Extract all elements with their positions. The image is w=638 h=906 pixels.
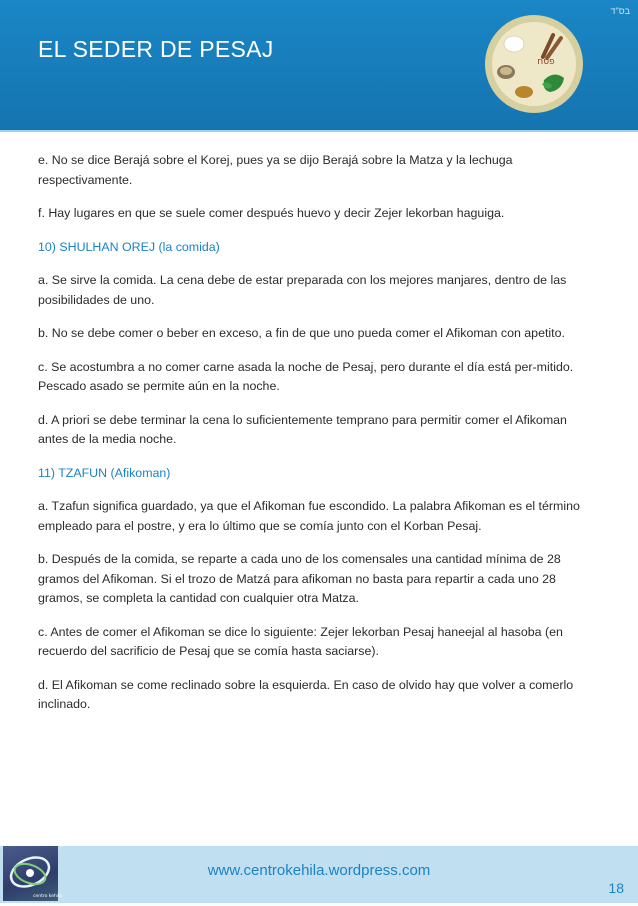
paragraph: d. A priori se debe terminar la cena lo suficientemente temprano para permitir comer el Afikoman antes de la media noche. [38,412,567,446]
page-content [38,151,598,729]
bsd-mark: בס"ד [610,6,630,16]
page-number: 18 [608,880,624,896]
egg-icon [504,36,524,52]
paragraph: f. Hay lugares en que se suele comer después huevo y decir Zejer lekorban haguiga. [38,206,505,220]
paragraph: e. No se dice Berajá sobre el Korej, pues ya se dijo Berajá sobre la Matza y la lechuga respectivamente. [38,153,513,187]
section-heading: 10) SHULHAN OREJ (la comida) [38,239,220,254]
svg-text:centro kehila: centro kehila [33,894,63,899]
header-divider [0,130,638,132]
paragraph: c. Antes de comer el Afikoman se dice lo siguiente: Zejer lekorban Pesaj haneejal al hasoba (en recuerdo del sacrificio de Pesaj que se comía hasta saciarse). [38,624,563,658]
plate-label: פסח [537,57,555,67]
paragraph: a. Tzafun significa guardado, ya que el Afikoman fue escondido. La palabra Afikoman es el término empleado para el postre, y era lo último que se comía junto con el Korban Pesaj. [38,499,580,533]
page-title: EL SEDER DE PESAJ [38,36,274,62]
paragraph: a. Se sirve la comida. La cena debe de estar preparada con los mejores manjares, dentro de las posibilidades de uno. [38,273,567,307]
paragraph: d. El Afikoman se come reclinado sobre la esquierda. En caso de olvido hay que volver a comerlo inclinado. [38,677,574,711]
section-heading: 11) TZAFUN (Afikoman) [38,465,171,480]
paragraph: b. No se debe comer o beber en exceso, a fin de que uno pueda comer el Afikoman con apetito. [38,326,565,340]
footer-website-link[interactable]: www.centrokehila.wordpress.com [207,862,431,879]
paragraph: b. Después de la comida, se reparte a cada uno de los comensales una cantidad mínima de 28 gramos del Afikoman. Si el trozo de Matzá para afikoman no basta para repartir a cada uno 28 gramos, se completa la cantidad con cualquier otra Matza. [38,552,561,605]
plate-center [492,22,576,106]
haroset-icon [515,86,533,98]
paragraph: c. Se acostumbra a no comer carne asada la noche de Pesaj, pero durante el día está per-mitido. Pescado asado se permite aún en la noche. [38,359,574,393]
seder-plate-icon [484,14,584,114]
